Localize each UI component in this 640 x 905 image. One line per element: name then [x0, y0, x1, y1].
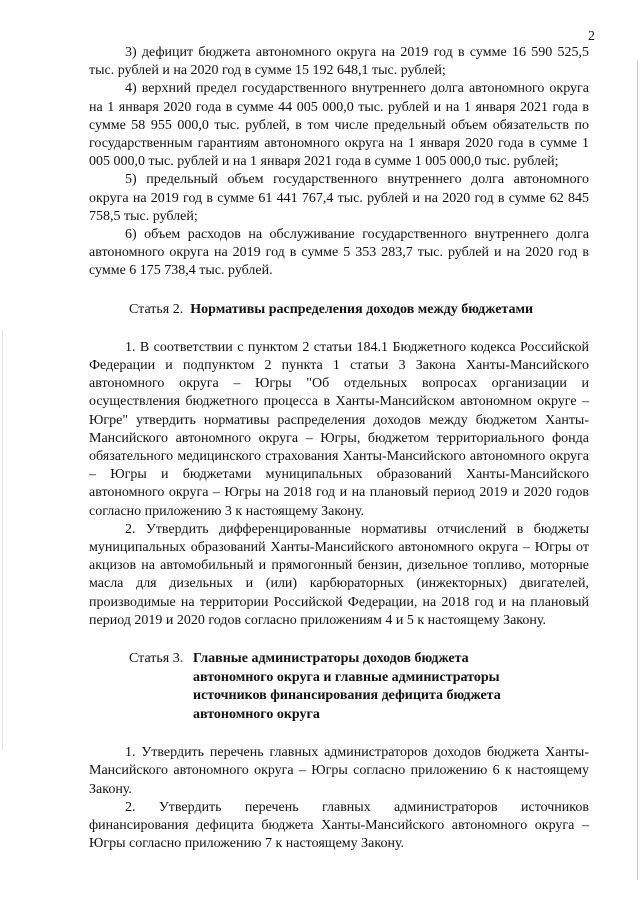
paragraph-item-5: 5) предельный объем государственного внутреннего долга автономного округа на 2019 год в сумме 61 441 767,4 тыс. рублей и на 2020 год в сумме 62 845 758,5 тыс. рублей;	[89, 172, 589, 224]
article-2-paragraph-1: 1. В соответствии с пунктом 2 статьи 184.1 Бюджетного кодекса Российской Федерации и подпунктом 2 пункта 1 статьи 3 Закона Ханты-Мансийского автономного округа – Югры "Об отдельных вопросах организации и осуществления бюджетного процесса в Ханты-Мансийском автономном округе – Югре" утвердить нормативы распределения доходов между бюджетом Ханты-Мансийского автономного округа – Югры, бюджетом территориального фонда обязательного медицинского страхования Ханты-Мансийского автономного округа – Югры и бюджетами муниципальных образований Ханты-Мансийского автономного округа – Югры на 2018 год и на плановый период 2019 и 2020 годов согласно приложению 3 к настоящему Закону.	[89, 339, 589, 519]
article-2-paragraph-2: 2. Утвердить дифференцированные нормативы отчислений в бюджеты муниципальных образований Ханты-Мансийского автономного округа – Югры от акцизов на автомобильный и прямогонный бензин, дизельное топливо, моторные масла для дизельных и (или) карбюраторных (инжекторных) двигателей, производимые на территории Российской Федерации, на 2018 год и на плановый период 2019 и 2020 годов согласно приложениям 4 и 5 к настоящему Закону.	[89, 521, 589, 628]
page-number: 2	[588, 29, 595, 44]
scan-edge-right	[637, 60, 638, 880]
scan-edge-left	[2, 330, 3, 750]
article-2-label: Статья 2.	[129, 301, 184, 317]
paragraph-item-4: 4) верхний предел государственного внутреннего долга автономного округа на 1 января 2020 года в сумме 44 005 000,0 тыс. рублей и на 1 января 2021 года в сумме 58 955 000,0 тыс. рублей, в том числе предельный объем обязательств по государственным гарантиям автономного округа на 1 января 2020 года в сумме 1 005 000,0 тыс. рублей и на 1 января 2021 года в сумме 1 005 000,0 тыс. рублей;	[89, 81, 589, 170]
article-2-title: Нормативы распределения доходов между бюджетами	[190, 301, 534, 317]
article-3-title: Главные администраторы доходов бюджета автономного округа и главные администраторы источников финансирования дефицита бюджета автономного округа	[193, 651, 501, 722]
article-3-paragraph-2: 2. Утвердить перечень главных администраторов источников финансирования дефицита бюджета Ханты-Мансийского автономного округа – Югры согласно приложению 7 к настоящему Закону.	[89, 799, 589, 852]
article-3-paragraph-1: 1. Утвердить перечень главных администраторов доходов бюджета Ханты-Мансийского автономного округа – Югры согласно приложению 6 к настоящему Закону.	[89, 745, 589, 797]
article-3-label: Статья 3.	[129, 651, 184, 667]
article-2-heading	[89, 301, 589, 319]
article-3-heading	[89, 650, 589, 724]
paragraph-item-3: 3) дефицит бюджета автономного округа на 2019 год в сумме 16 590 525,5 тыс. рублей и на 2020 год в сумме 15 192 648,1 тыс. рублей;	[89, 45, 589, 79]
document-body	[89, 44, 589, 853]
paragraph-item-6: 6) объем расходов на обслуживание государственного внутреннего долга автономного округа на 2019 год в сумме 5 353 283,7 тыс. рублей и на 2020 год в сумме 6 175 738,4 тыс. рублей.	[89, 227, 589, 279]
